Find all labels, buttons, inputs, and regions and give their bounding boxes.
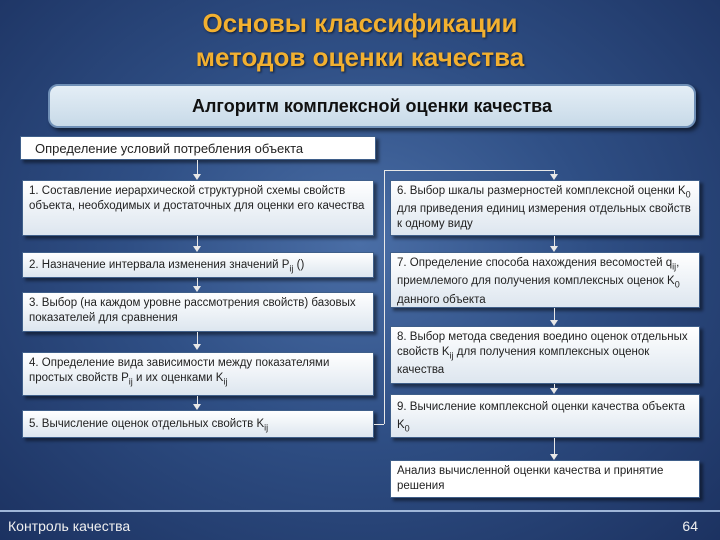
step-6-tail: для приведения единиц измерения отдельных свойств к одному виду (397, 203, 691, 231)
step-2-sub: ij (289, 263, 294, 274)
step-5-text: 5. Вычисление оценок отдельных свойств K (29, 418, 265, 430)
step-2-box (22, 252, 374, 278)
footer-divider (0, 510, 720, 512)
title-line-1: Основы классификации (202, 8, 518, 38)
step-3-box (22, 292, 374, 332)
step-7-box (390, 252, 700, 308)
step-9-box (390, 394, 700, 438)
step-4-box (22, 352, 374, 396)
footer-course-title: Контроль качества (8, 518, 131, 534)
step-2-text: 2. Назначение интервала изменения значений P (29, 259, 290, 271)
step-7-tail: данного объекта (397, 293, 486, 306)
step-7-sub: ij (672, 261, 677, 272)
page-number: 64 (682, 518, 698, 534)
step-9-sub: 0 (404, 423, 410, 434)
step-2-tail: () (293, 259, 305, 271)
arrow (193, 344, 201, 350)
step-6-sub: 0 (685, 189, 691, 200)
step-5-sub: ij (264, 422, 269, 433)
step-6-box (390, 180, 700, 236)
step-1-box (22, 180, 374, 236)
step-7-text: 7. Определение способа нахождения весомостей q (397, 257, 673, 269)
connector (374, 424, 384, 425)
step-5-box (22, 410, 374, 438)
conditions-box: Определение условий потребления объекта (20, 136, 376, 160)
connector (384, 170, 554, 171)
step-4-sub-2: ij (223, 376, 228, 387)
step-8-text: 8. Выбор метода сведения воедино оценок отдельных свойств K (397, 331, 688, 358)
step-7-sub-2: 0 (674, 279, 680, 290)
step-3-text: 3. Выбор (на каждом уровне рассмотрения свойств) базовых показателей для сравнения (29, 297, 356, 324)
slide-title (0, 6, 720, 74)
step-4-mid: и их оценками K (132, 372, 224, 384)
title-line-2: методов оценки качества (195, 42, 525, 72)
analysis-text: Анализ вычисленной оценки качества и принятие решения (397, 465, 664, 492)
step-9-text: 9. Вычисление комплексной оценки качества объекта K (397, 401, 685, 431)
step-1-text: 1. Составление иерархической структурной схемы свойств объекта, необходимых и достаточных для оценки его качества (29, 185, 365, 212)
step-6-text: 6. Выбор шкалы размерностей комплексной оценки K (397, 185, 686, 197)
algorithm-header: Алгоритм комплексной оценки качества (48, 84, 696, 128)
step-8-box (390, 326, 700, 384)
analysis-box (390, 460, 700, 498)
step-7-mid: , приемлемого для получения комплексных оценок K (397, 257, 680, 288)
connector (384, 170, 385, 424)
step-8-sub: ij (449, 350, 454, 361)
step-4-sub: ij (128, 376, 133, 387)
step-8-tail: для получения комплексных оценок качества (397, 346, 650, 377)
step-4-text: 4. Определение вида зависимости между показателями простых свойств P (29, 357, 330, 384)
